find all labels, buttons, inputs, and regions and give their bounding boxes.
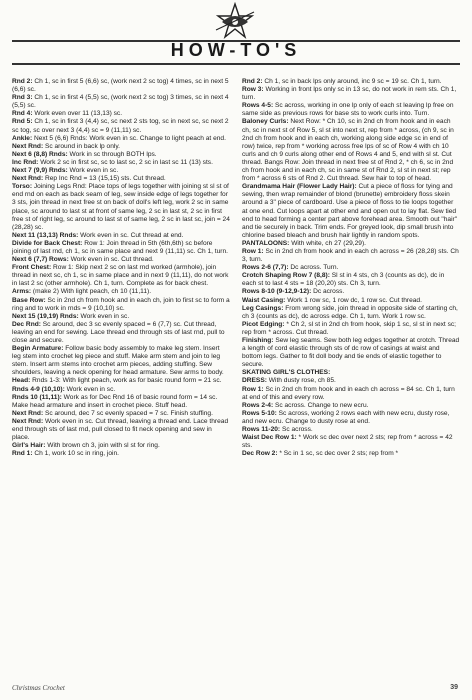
instruction-heading: Next Rnd: (12, 175, 44, 183)
instruction-heading: Rnd 3: (12, 94, 33, 102)
page-header (0, 0, 472, 62)
instruction-heading: Inc Rnd: (12, 158, 39, 166)
instruction-paragraph (242, 240, 460, 248)
instruction-text: Rnds 1-3: With light peach, work as for basic round form = 21 sc. (30, 377, 222, 385)
instruction-paragraph (12, 135, 230, 143)
instruction-paragraph (242, 434, 460, 450)
instruction-heading: Dec Row 2: (242, 450, 278, 458)
instruction-heading: Grandmama Hair (Flower Lady Hair): (242, 183, 357, 191)
instruction-paragraph (12, 450, 230, 458)
instruction-text: Sc across, working 2 rows each with new ecru, dusty rose, and new ecru. Change to dusty rose at end. (242, 409, 450, 425)
instruction-text: With dusty rose, ch 85. (266, 377, 336, 385)
instruction-text: From wrong side, join thread in opposite side of starting ch, ch 3 (counts as dc), dc across edge. Ch 1, turn. Work 1 row sc. (242, 304, 458, 320)
instruction-paragraph (242, 386, 460, 402)
instruction-paragraph (12, 175, 230, 183)
instruction-heading: Crotch Shaping Row 7 (8,8): (242, 272, 330, 280)
instruction-heading: SKATING GIRL'S CLOTHES: (242, 369, 331, 377)
instruction-text: * Ch 2, sl st in 2nd ch from hook, skip 1 sc, sl st in next sc; rep from * across. Cut thread. (242, 320, 457, 336)
instruction-text: Sl st in 4 sts, ch 3 (counts as dc), dc in each st to last 4 sts = 18 (20,20) sts. Ch 3, turn. (242, 272, 445, 288)
instruction-paragraph (12, 418, 230, 442)
instruction-heading: Rows 2-4: (242, 401, 274, 409)
instruction-text: With white, ch 27 (29,29). (289, 239, 366, 247)
instruction-heading: Waist Dec Row 1: (242, 434, 297, 442)
instruction-text: Dc across. (311, 288, 345, 296)
instruction-heading: Front Chest: (12, 264, 52, 272)
instruction-heading: Row 1: (242, 247, 264, 255)
instruction-heading: Rnds 4-9 (10,10): (12, 385, 65, 393)
instruction-text: Row 1: Skip next 2 sc on last rnd worked (armhole), join thread in next sc, ch 1, sc in same place and in next 9 (11,11), do not work in last 2 sc (other armhole). Ch 1, turn. Complete as for back chest. (12, 264, 229, 288)
instruction-text: Work 1 row sc, 1 row dc, 1 row sc. Cut thread. (285, 296, 422, 304)
instruction-text: Next 5 (6,6) Rnds: Work even in sc. Change to light peach at end. (32, 134, 226, 142)
instruction-heading: Rnds 10 (11,11): (12, 393, 62, 401)
instruction-paragraph (12, 118, 230, 134)
instruction-text: Work as for Dec Rnd 16 of basic round form = 14 sc. Make head armature and insert in crochet piece. Stuff head. (12, 393, 218, 409)
instruction-paragraph (12, 256, 230, 264)
instruction-text: Sc in 2nd ch from hook and in each ch across = 26 (28,28) sts. Ch 3, turn. (242, 247, 459, 264)
instruction-paragraph (242, 426, 460, 434)
instruction-paragraph (12, 110, 230, 118)
star-emblem-icon (214, 2, 256, 40)
instruction-paragraph (242, 450, 460, 458)
instruction-text: Sc in 2nd ch from hook and in each ch, join to first sc to form a ring and to work in rnds = 9 (10,10) sc. (12, 296, 230, 312)
instruction-heading: Rows 5-10: (242, 409, 277, 417)
instruction-paragraph (12, 313, 230, 321)
instruction-heading: Next 6 (7,7) Rows: (12, 256, 69, 264)
instruction-text: Work even in sc. (78, 312, 130, 320)
instruction-text: Cut a piece of floss for tying and sewing, then wrap remainder of blond (brunette) embroidery floss skein around a 3" piece of cardboard. Use a piece of floss to tie loops together at one end. Cut loops apart at other end and open out to lay flat. Sew tied end to head forming a center part above forehead area. Smooth out "hair" and tie securely in back. Trim ends. For greyed look, dip small brush into chlorine based bleach and brush hair lightly in random spots. (242, 183, 458, 239)
instruction-paragraph (12, 159, 230, 167)
instruction-text: Next Row: * Ch 10, sc in 2nd ch from hook and in each ch, sc in next st of Row 5, sl st into next st, rep from * across, (ch 9, sc in 2nd ch from hook and in each ch, working along side edge sc in end of row) twice, rep from * working across free lps of sc of Row 4 with ch 10 curls and ch 9 curls along other end of Rows 4 and 5, end with sl st. Cut thread. Bangs Row: Join thread in next free st of Rnd 2, * ch 6, sc in 2nd ch from hook and in each ch, sc in same st of Rnd 2, sl st in next st; rep from * across 6 sts of Rnd 2. Cut thread. Sew hair to top of head. (242, 118, 454, 183)
instruction-heading: Next Rnd: (12, 409, 44, 417)
instruction-text: * Work sc dec over next 2 sts; rep from * across = 42 sts. (242, 434, 453, 450)
instruction-heading: Next 11 (13,13) Rnds: (12, 231, 79, 239)
instruction-text: Ch 1, work 10 sc in ring, join. (32, 450, 120, 458)
instruction-heading: Next 6 (8,8) Rnds: (12, 150, 68, 158)
instruction-heading: Rnd 5: (12, 118, 33, 126)
instruction-paragraph (242, 377, 460, 385)
left-text-column (12, 78, 230, 458)
instruction-heading: Next 7 (9,9) Rnds: (12, 167, 68, 175)
instruction-heading: Rnd 2: (242, 78, 263, 85)
instruction-text: Ch 1, sc in back lps only around, inc 9 sc = 19 sc. Ch 1, turn. (262, 78, 442, 85)
instruction-text: Sc around, dec 3 sc evenly spaced = 6 (7,7) sc. Cut thread, leaving an end for sewing. Lace thread end through sts of last rnd, pull to close and secure. (12, 320, 225, 344)
instruction-paragraph (12, 377, 230, 385)
instruction-paragraph (242, 337, 460, 369)
instruction-paragraph (242, 288, 460, 296)
instruction-paragraph (12, 410, 230, 418)
instruction-paragraph (242, 272, 460, 288)
instruction-text: Work even in sc. Cut thread. (68, 256, 154, 264)
instruction-heading: Rows 4-5: (242, 102, 274, 110)
instruction-paragraph (242, 78, 460, 86)
instruction-paragraph (12, 288, 230, 296)
instruction-paragraph (12, 345, 230, 377)
instruction-paragraph (242, 369, 460, 377)
instruction-text: * Sc in 1 sc, sc dec over 2 sts; rep from * (277, 450, 399, 458)
instruction-paragraph (12, 386, 230, 394)
instruction-paragraph (242, 248, 460, 264)
instruction-text: Work 2 sc in first sc, sc to last sc, 2 sc in last sc 11 (13) sts. (38, 158, 213, 166)
instruction-paragraph (12, 394, 230, 410)
footer-publication: Christmas Crochet (12, 684, 65, 692)
page-title: HOW-TO'S (170, 40, 302, 60)
instruction-paragraph (242, 297, 460, 305)
instruction-text: Work even in sc. (67, 167, 119, 175)
instruction-paragraph (242, 118, 460, 183)
instruction-text: (make 2) With light peach, ch 10 (11,11). (31, 288, 152, 296)
instruction-text: Sc in 2nd ch from hook and in each ch across = 84 sc. Ch 1, turn at end of this and every row. (242, 385, 455, 401)
page-number: 39 (450, 684, 458, 691)
instruction-heading: DRESS: (242, 377, 267, 385)
instruction-text: Ch 1, sc in first 5 (6,6) sc, (work next 2 sc tog) 4 times, sc in next 5 (6,6) sc. (12, 78, 229, 94)
instruction-text: With brown ch 3, join with sl st for ring. (45, 442, 160, 450)
instruction-text: Sc across. (280, 426, 313, 434)
instruction-paragraph (242, 410, 460, 426)
instruction-heading: Picot Edging: (242, 320, 285, 328)
instruction-text: Sew leg seams. Sew both leg edges together at crotch. Thread a length of cord elastic through sts of dc row of casings at waist and bottom legs. Gather to fit doll body and tie ends of elastic together to secure. (242, 337, 460, 369)
instruction-heading: Ankle: (12, 134, 33, 142)
instruction-paragraph (12, 297, 230, 313)
instruction-heading: Rnd 2: (12, 78, 33, 85)
instruction-heading: Next Rnd: (12, 142, 44, 150)
right-text-column (242, 78, 460, 458)
instruction-heading: PANTALOONS: (242, 239, 290, 247)
instruction-text: Dc across. Turn. (288, 264, 339, 272)
instruction-text: Work even in sc. Cut thread at end. (78, 231, 184, 239)
instruction-heading: Arms: (12, 288, 32, 296)
instruction-text: Work in sc through BOTH lps. (67, 150, 157, 158)
instruction-text: Sc across, working in one lp only of each st leaving lp free on same side as previous rows for base sts to work curls into. Turn. (242, 102, 454, 118)
instruction-heading: Baloney Curls: (242, 118, 289, 126)
instruction-heading: Leg Casings: (242, 304, 284, 312)
instruction-paragraph (12, 321, 230, 345)
instruction-text: Joining Legs Rnd: Place tops of legs together with joining st sl st of end rnd on each as back seam of leg, sew inside edge of legs together for 3 sts, join thread in next free st on back of doll's left leg, work 2 sc in same place, sc around to last st at front of same leg, 2 sc in last st, 2 sc in first free st of right leg, sc around to last st of same leg, 2 sc in last sc, join = 24 (28,28) sc. (12, 183, 230, 231)
instruction-text: Work even in sc. (64, 385, 116, 393)
instruction-text: Follow basic body assembly to make leg stem. Insert leg stem into crochet leg piece and stuff. Make arm stem and join to leg stem. Insert arm stems into crochet arm pieces, adding stuffing. Sew shoulders, leaving a neck opening for head armature. Sew arms to body. (12, 345, 224, 377)
instruction-heading: Base Row: (12, 296, 46, 304)
instruction-heading: Rows 2-6 (7,7): (242, 264, 289, 272)
instruction-heading: Row 3: (242, 86, 264, 94)
instruction-text: Work even over 11 (13,13) sc. (32, 110, 123, 118)
instruction-heading: Divide for Back Chest: (12, 239, 83, 247)
instruction-text: Sc around in back lp only. (43, 142, 120, 150)
instruction-paragraph (12, 94, 230, 110)
instruction-heading: Finishing: (242, 337, 274, 344)
instruction-paragraph (12, 143, 230, 151)
instruction-paragraph (12, 78, 230, 94)
instruction-paragraph (12, 442, 230, 450)
instruction-paragraph (12, 264, 230, 288)
instruction-paragraph (242, 305, 460, 321)
instruction-paragraph (12, 183, 230, 232)
instruction-text: Ch 1, sc in first 4 (5,5) sc, (work next 2 sc tog) 3 times, sc in next 4 (5,5) sc. (12, 94, 229, 110)
instruction-text: Work even in sc. Cut thread, leaving a thread end. Lace thread end through sts of last rnd, pull closed to fit neck opening and sew in place. (12, 417, 229, 442)
instruction-heading: Head: (12, 377, 31, 385)
instruction-heading: Rnd 4: (12, 110, 33, 118)
instruction-text: Sc across. Change to new ecru. (273, 401, 369, 409)
instruction-heading: Rows 11-20: (242, 426, 281, 434)
instruction-paragraph (12, 232, 230, 240)
instruction-heading: Begin Armature: (12, 345, 64, 353)
instruction-heading: Next Rnd: (12, 417, 44, 425)
instruction-paragraph (242, 183, 460, 240)
instruction-paragraph (12, 240, 230, 256)
instruction-heading: Rows 8-10 (9-12,9-12): (242, 288, 312, 296)
instruction-heading: Next 15 (19,19) Rnds: (12, 312, 79, 320)
instruction-text: Row 1: Join thread in 5th (6th,6th) sc before joining of last rnd, ch 1, sc in same place and next 9 (11,11) sc. Ch 1, turn. (12, 239, 228, 255)
instruction-paragraph (242, 264, 460, 272)
instruction-paragraph (242, 102, 460, 118)
instruction-text: Rep Inc Rnd = 13 (15,15) sts. Cut thread. (43, 175, 166, 183)
instruction-paragraph (242, 86, 460, 102)
instruction-heading: Dec Rnd: (12, 320, 41, 328)
instruction-paragraph (12, 151, 230, 159)
header-rule-bottom (12, 63, 460, 65)
instruction-heading: Row 1: (242, 385, 264, 393)
instruction-heading: Waist Casing: (242, 296, 286, 304)
instruction-paragraph (242, 321, 460, 337)
instruction-heading: Torso: (12, 183, 33, 191)
instruction-heading: Girl's Hair: (12, 442, 46, 450)
instruction-text: Ch 1, sc in first 3 (4,4) sc, sc next 2 sts tog, sc in next sc, sc next 2 sc tog, sc over next 3 (4,4) sc = 9 (11,11) sc. (12, 118, 229, 134)
instruction-heading: Rnd 1: (12, 450, 33, 458)
instruction-paragraph (12, 167, 230, 175)
instruction-paragraph (242, 402, 460, 410)
instruction-text: Sc around, dec 7 sc evenly spaced = 7 sc. Finish stuffing. (43, 409, 213, 417)
instruction-text: Working in front lps only sc in 13 sc, do not work in rem sts. Ch 1, turn. (242, 86, 457, 102)
